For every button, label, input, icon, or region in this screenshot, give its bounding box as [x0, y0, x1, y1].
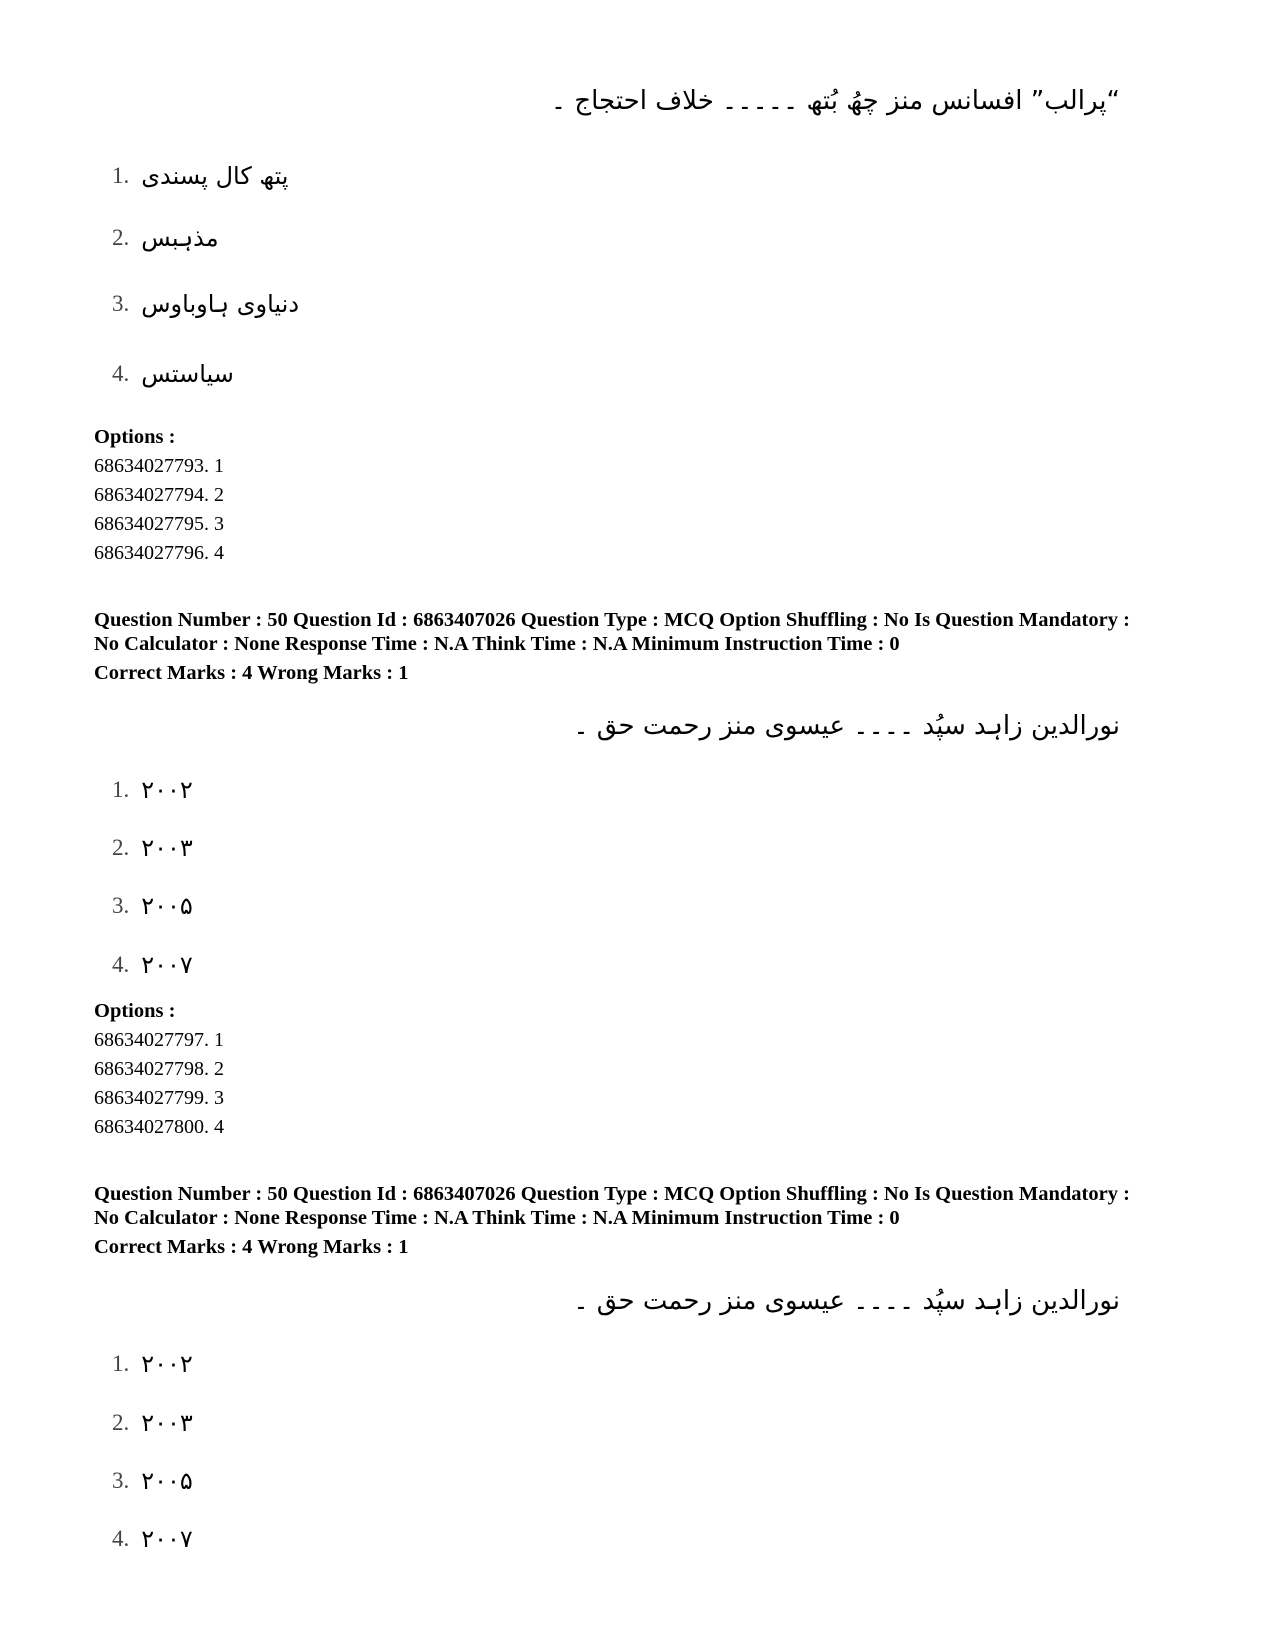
- option-id-2: 68634027794. 2: [94, 484, 224, 506]
- question-3-text: نورالدین زاہد سپُد ۔۔۔۔ عیسوی منز رحمت حق ۔: [573, 1286, 1120, 1316]
- choice-1: [112, 1350, 193, 1378]
- choice-number: 4.: [112, 361, 130, 386]
- option-id-2: 68634027798. 2: [94, 1058, 224, 1080]
- question-header-line2: No Calculator : None Response Time : N.A Think Time : N.A Minimum Instruction Time : 0: [94, 633, 900, 655]
- choice-1: [112, 776, 193, 804]
- choice-1: [112, 162, 288, 190]
- question-header-line2: No Calculator : None Response Time : N.A Think Time : N.A Minimum Instruction Time : 0: [94, 1207, 900, 1229]
- choice-text: ۲۰۰۳: [141, 1409, 193, 1437]
- choice-number: 2.: [112, 1410, 130, 1435]
- choice-text: پتھ کال پسندی: [141, 162, 289, 190]
- option-id-4: 68634027800. 4: [94, 1116, 224, 1138]
- choice-4: [112, 951, 193, 979]
- question-2-text: نورالدین زاہد سپُد ۔۔۔۔ عیسوی منز رحمت حق ۔: [573, 711, 1120, 741]
- option-id-1: 68634027793. 1: [94, 455, 224, 477]
- choice-text: ۲۰۰۲: [141, 776, 193, 804]
- choice-text: ۲۰۰۷: [141, 951, 193, 979]
- choice-text: ۲۰۰۵: [141, 1467, 193, 1495]
- choice-number: 2.: [112, 835, 130, 860]
- question-header-line1: Question Number : 50 Question Id : 6863407026 Question Type : MCQ Option Shuffling : No Is Question Mandatory :: [94, 1183, 1130, 1205]
- choice-4: [112, 360, 234, 388]
- options-heading: Options :: [94, 1000, 176, 1022]
- choice-text: دنیاوی ہاوباوس: [141, 290, 300, 318]
- choice-number: 1.: [112, 1351, 130, 1376]
- choice-4: [112, 1525, 193, 1553]
- marks-line: Correct Marks : 4 Wrong Marks : 1: [94, 1236, 409, 1258]
- question-1-text: “پرالب” افسانس منز چھُ بُتھ ۔۔۔۔۔ خلاف احتجاج ۔: [550, 86, 1120, 116]
- choice-3: [112, 892, 193, 920]
- choice-2: [112, 834, 193, 862]
- choice-text: سیاستس: [141, 360, 234, 388]
- choice-number: 2.: [112, 225, 130, 250]
- option-id-1: 68634027797. 1: [94, 1029, 224, 1051]
- choice-text: ۲۰۰۷: [141, 1525, 193, 1553]
- option-id-4: 68634027796. 4: [94, 542, 224, 564]
- choice-number: 1.: [112, 777, 130, 802]
- choice-3: [112, 290, 299, 318]
- choice-2: [112, 224, 219, 252]
- options-heading: Options :: [94, 426, 176, 448]
- marks-line: Correct Marks : 4 Wrong Marks : 1: [94, 662, 409, 684]
- choice-number: 3.: [112, 1468, 130, 1493]
- choice-number: 4.: [112, 1526, 130, 1551]
- choice-text: ۲۰۰۲: [141, 1350, 193, 1378]
- choice-number: 4.: [112, 952, 130, 977]
- choice-text: ۲۰۰۵: [141, 892, 193, 920]
- question-header-line1: Question Number : 50 Question Id : 6863407026 Question Type : MCQ Option Shuffling : No Is Question Mandatory :: [94, 609, 1130, 631]
- choice-text: مذہبس: [141, 224, 219, 252]
- option-id-3: 68634027795. 3: [94, 513, 224, 535]
- option-id-3: 68634027799. 3: [94, 1087, 224, 1109]
- choice-2: [112, 1409, 193, 1437]
- choice-text: ۲۰۰۳: [141, 834, 193, 862]
- choice-3: [112, 1467, 193, 1495]
- choice-number: 1.: [112, 163, 130, 188]
- choice-number: 3.: [112, 893, 130, 918]
- choice-number: 3.: [112, 291, 130, 316]
